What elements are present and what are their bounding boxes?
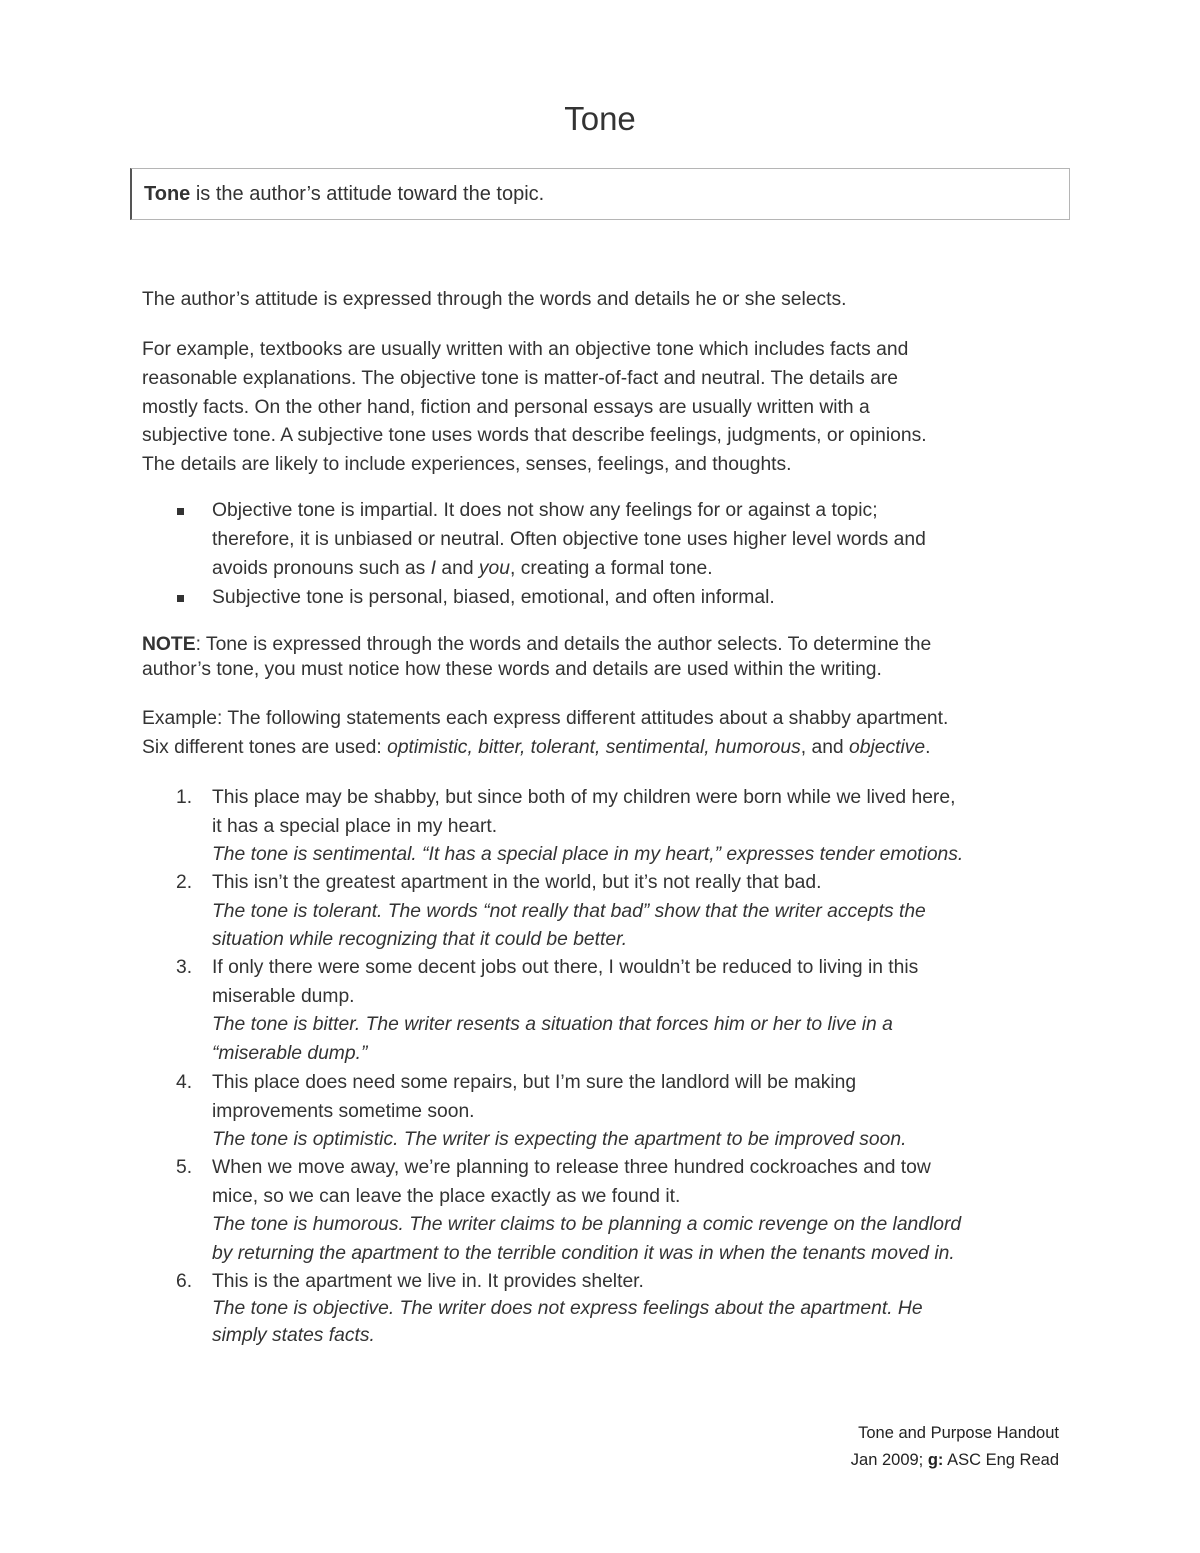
- text-run: avoids pronouns such as: [212, 557, 431, 579]
- text-run: .: [925, 736, 931, 758]
- italic-pronoun: I: [430, 557, 437, 579]
- example-item: [212, 869, 1082, 955]
- example-paragraph-line: reasonable explanations. The objective tone is matter-of-fact and neutral. The details are: [142, 367, 898, 389]
- example-paragraph: [142, 336, 1067, 480]
- page-title: Tone: [564, 100, 636, 137]
- definition-box: [130, 168, 1070, 220]
- definition-text: [144, 183, 544, 206]
- intro-paragraph: The author’s attitude is expressed through the words and details he or she selects.: [142, 289, 847, 310]
- bullet-line: therefore, it is unbiased or neutral. Often objective tone uses higher level words and: [212, 528, 926, 550]
- example-statement: miserable dump.: [212, 985, 355, 1007]
- example-number: 4.: [176, 1072, 193, 1093]
- example-intro: [142, 705, 1067, 763]
- bullet-line: Objective tone is impartial. It does not show any feelings for or against a topic;: [212, 500, 878, 521]
- text-run: and: [436, 557, 479, 579]
- note-line: [142, 632, 1067, 657]
- example-analysis: The tone is tolerant. The words “not really that bad” show that the writer accepts the: [212, 900, 926, 922]
- text-run: ASC Eng Read: [943, 1451, 1059, 1469]
- example-statement: If only there were some decent jobs out there, I wouldn’t be reduced to living in this: [212, 957, 919, 978]
- example-statement: it has a special place in my heart.: [212, 815, 498, 837]
- example-analysis: situation while recognizing that it could be better.: [212, 929, 628, 950]
- example-item: [212, 1268, 1082, 1349]
- definition-term: Tone: [144, 183, 191, 205]
- example-number: 6.: [176, 1271, 193, 1292]
- example-analysis: The tone is optimistic. The writer is expecting the apartment to be improved soon.: [212, 1129, 907, 1150]
- example-intro-line: Example: The following statements each express different attitudes about a shabby apartment.: [142, 708, 949, 729]
- bullet-marker: [177, 508, 184, 515]
- text-run: Jan 2009;: [850, 1451, 928, 1469]
- example-statement: When we move away, we’re planning to release three hundred cockroaches and tow: [212, 1157, 931, 1178]
- example-number: 3.: [176, 957, 193, 978]
- note-label: NOTE: [142, 634, 196, 655]
- example-analysis: simply states facts.: [212, 1325, 375, 1346]
- example-statement: improvements sometime soon.: [212, 1100, 475, 1122]
- example-analysis: “miserable dump.”: [212, 1042, 368, 1064]
- bullet-marker: [177, 595, 184, 602]
- example-number: 5.: [176, 1157, 193, 1178]
- example-number: 2.: [176, 872, 193, 893]
- example-analysis: The tone is objective. The writer does not express feelings about the apartment. He: [212, 1298, 923, 1319]
- tone-list-last: objective: [849, 736, 926, 758]
- text-run: , creating a formal tone.: [510, 557, 713, 579]
- footer-line: Tone and Purpose Handout: [858, 1424, 1059, 1442]
- example-item: [212, 784, 1082, 870]
- footer-line: [851, 1447, 1059, 1474]
- example-analysis: The tone is humorous. The writer claims to be planning a comic revenge on the landlord: [212, 1214, 962, 1235]
- bullet-subjective: Subjective tone is personal, biased, emotional, and often informal.: [212, 587, 775, 608]
- bullet-objective: [212, 497, 1072, 583]
- example-paragraph-line: The details are likely to include experiences, senses, feelings, and thoughts.: [142, 454, 792, 476]
- example-statement: This is the apartment we live in. It provides shelter.: [212, 1271, 644, 1292]
- example-analysis: The tone is bitter. The writer resents a situation that forces him or her to live in a: [212, 1014, 893, 1035]
- example-paragraph-line: subjective tone. A subjective tone uses words that describe feelings, judgments, or opinions.: [142, 425, 927, 447]
- page-footer: [851, 1420, 1059, 1474]
- example-statement: This place may be shabby, but since both of my children were born while we lived here,: [212, 787, 956, 808]
- example-item: [212, 1069, 1082, 1155]
- example-analysis: The tone is sentimental. “It has a special place in my heart,” expresses tender emotions.: [212, 844, 964, 865]
- example-statement: This place does need some repairs, but I’m sure the landlord will be making: [212, 1072, 857, 1093]
- text-run: : Tone is expressed through the words and details the author selects. To determine the: [195, 634, 932, 655]
- example-paragraph-line: mostly facts. On the other hand, fiction and personal essays are usually written with a: [142, 396, 870, 418]
- definition-rest: is the author’s attitude toward the topic.: [190, 183, 545, 205]
- example-statement: mice, so we can leave the place exactly as we found it.: [212, 1185, 681, 1207]
- note-paragraph: [142, 632, 1067, 682]
- example-item: [212, 954, 1082, 1068]
- example-analysis: by returning the apartment to the terrible condition it was in when the tenants moved in.: [212, 1242, 955, 1264]
- text-run: Six different tones are used:: [142, 736, 388, 758]
- example-paragraph-line: For example, textbooks are usually written with an objective tone which includes facts and: [142, 339, 909, 360]
- bullet-line: [212, 555, 1072, 584]
- tone-list: optimistic, bitter, tolerant, sentimental, humorous: [387, 736, 801, 758]
- example-number: 1.: [176, 787, 193, 808]
- example-statement: This isn’t the greatest apartment in the world, but it’s not really that bad.: [212, 872, 822, 893]
- example-item: [212, 1154, 1082, 1268]
- footer-bold: g:: [927, 1451, 944, 1469]
- note-line: author’s tone, you must notice how these words and details are used within the writing.: [142, 659, 882, 680]
- text-run: , and: [800, 736, 850, 758]
- example-intro-line: [142, 734, 1067, 763]
- italic-pronoun: you: [478, 557, 510, 579]
